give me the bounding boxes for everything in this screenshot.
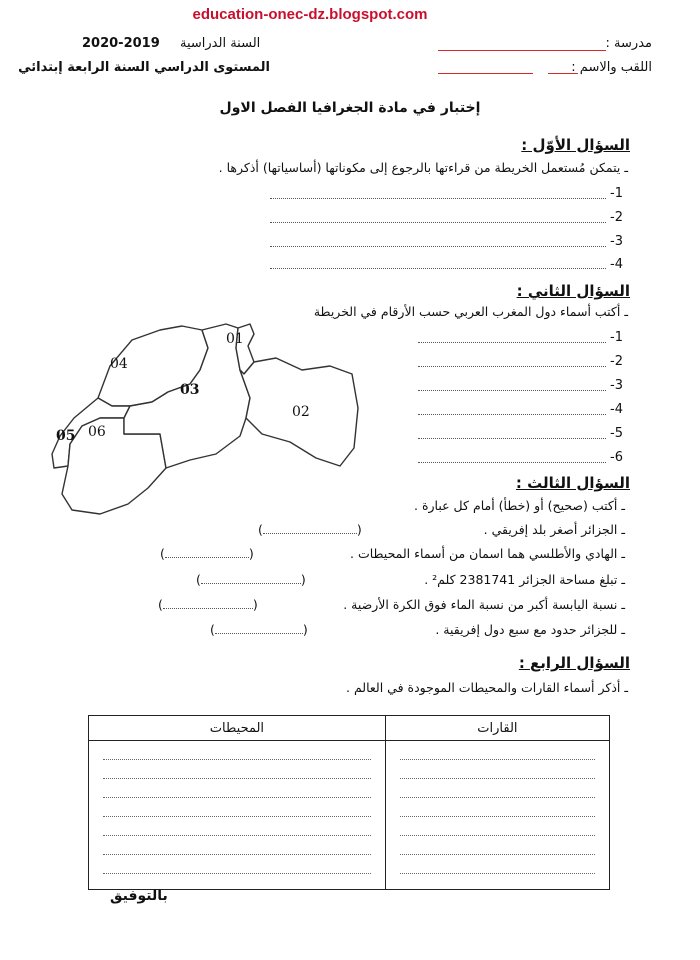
level-label: المستوى الدراسي السنة الرابعة إبتدائي — [18, 60, 270, 75]
q3-answer-3[interactable]: ( ) — [196, 572, 306, 587]
map-label-04: 04 — [110, 356, 128, 372]
q2-answer-line-3[interactable] — [418, 390, 606, 391]
q1-heading: السؤال الأوّل : — [521, 136, 630, 154]
school-year-value: 2020-2019 — [82, 36, 160, 51]
q2-answer-line-1[interactable] — [418, 342, 606, 343]
q3-answer-4[interactable]: ( ) — [158, 597, 258, 612]
q1-answer-line-3[interactable] — [270, 246, 606, 247]
school-line — [438, 50, 606, 51]
q2-number-2: -2 — [610, 354, 623, 369]
q3-heading: السؤال الثالث : — [515, 474, 630, 492]
name-line-2 — [548, 73, 578, 74]
continents-oceans-table — [88, 715, 610, 890]
school-year-label: السنة الدراسية — [180, 36, 261, 51]
q2-number-6: -6 — [610, 450, 623, 465]
q3-statement-2: ـ الهادي والأطلسي هما اسمان من أسماء المحيطات . — [350, 546, 625, 561]
maghreb-map — [40, 318, 370, 528]
q2-number-4: -4 — [610, 402, 623, 417]
q3-answer-2[interactable]: ( ) — [160, 546, 254, 561]
oceans-answer-cell[interactable] — [89, 741, 386, 890]
q3-statement-1: ـ الجزائر أصغر بلد إفريقي . — [483, 522, 625, 537]
q2-number-3: -3 — [610, 378, 623, 393]
map-label-03: 03 — [180, 382, 200, 398]
map-label-05: 05 — [56, 428, 76, 444]
q1-instruction: ـ يتمكن مُستعمل الخريطة من قراءتها بالرجوع إلى مكوناتها (أساسياتها) أذكرها . — [218, 160, 628, 175]
continents-answer-cell[interactable] — [385, 741, 609, 890]
map-label-06: 06 — [88, 424, 106, 440]
q2-answer-line-4[interactable] — [418, 414, 606, 415]
map-label-02: 02 — [292, 404, 310, 420]
q1-number-3: -3 — [610, 234, 623, 249]
q2-instruction: ـ أكتب أسماء دول المغرب العربي حسب الأرقام في الخريطة — [313, 304, 628, 319]
q2-number-1: -1 — [610, 330, 623, 345]
name-line — [438, 73, 533, 74]
q1-number-1: -1 — [610, 186, 623, 201]
q1-answer-line-2[interactable] — [270, 222, 606, 223]
q1-answer-line-1[interactable] — [270, 198, 606, 199]
q3-statement-3: ـ تبلغ مساحة الجزائر 2381741 كلم² . — [424, 572, 625, 587]
q1-number-4: -4 — [610, 257, 623, 272]
q3-statement-4: ـ نسبة اليابسة أكبر من نسبة الماء فوق الكرة الأرضية . — [343, 597, 625, 612]
closing-text: بالتوفيق — [110, 888, 168, 904]
map-label-01: 01 — [226, 331, 244, 347]
website-url: education-onec-dz.blogspot.com — [192, 6, 428, 23]
q1-number-2: -2 — [610, 210, 623, 225]
q3-answer-5[interactable]: ( ) — [210, 622, 308, 637]
exam-title: إختبار في مادة الجغرافيا الفصل الاول — [219, 100, 481, 116]
q2-answer-line-5[interactable] — [418, 438, 606, 439]
q3-answer-1[interactable]: ( ) — [258, 522, 362, 537]
q4-instruction: ـ أذكر أسماء القارات والمحيطات الموجودة في العالم . — [346, 680, 628, 695]
q2-number-5: -5 — [610, 426, 623, 441]
q4-heading: السؤال الرابع : — [518, 654, 630, 672]
q2-heading: السؤال الثاني : — [516, 282, 630, 300]
name-label: اللقب والاسم : — [571, 60, 652, 75]
q3-statement-5: ـ للجزائر حدود مع سبع دول إفريقية . — [435, 622, 625, 637]
oceans-header: المحيطات — [89, 716, 386, 741]
q3-instruction: ـ أكتب (صحيح) أو (خطأ) أمام كل عبارة . — [414, 498, 625, 513]
continents-header: القارات — [385, 716, 609, 741]
school-label: مدرسة : — [605, 36, 652, 51]
q2-answer-line-6[interactable] — [418, 462, 606, 463]
q2-answer-line-2[interactable] — [418, 366, 606, 367]
q1-answer-line-4[interactable] — [270, 268, 606, 269]
